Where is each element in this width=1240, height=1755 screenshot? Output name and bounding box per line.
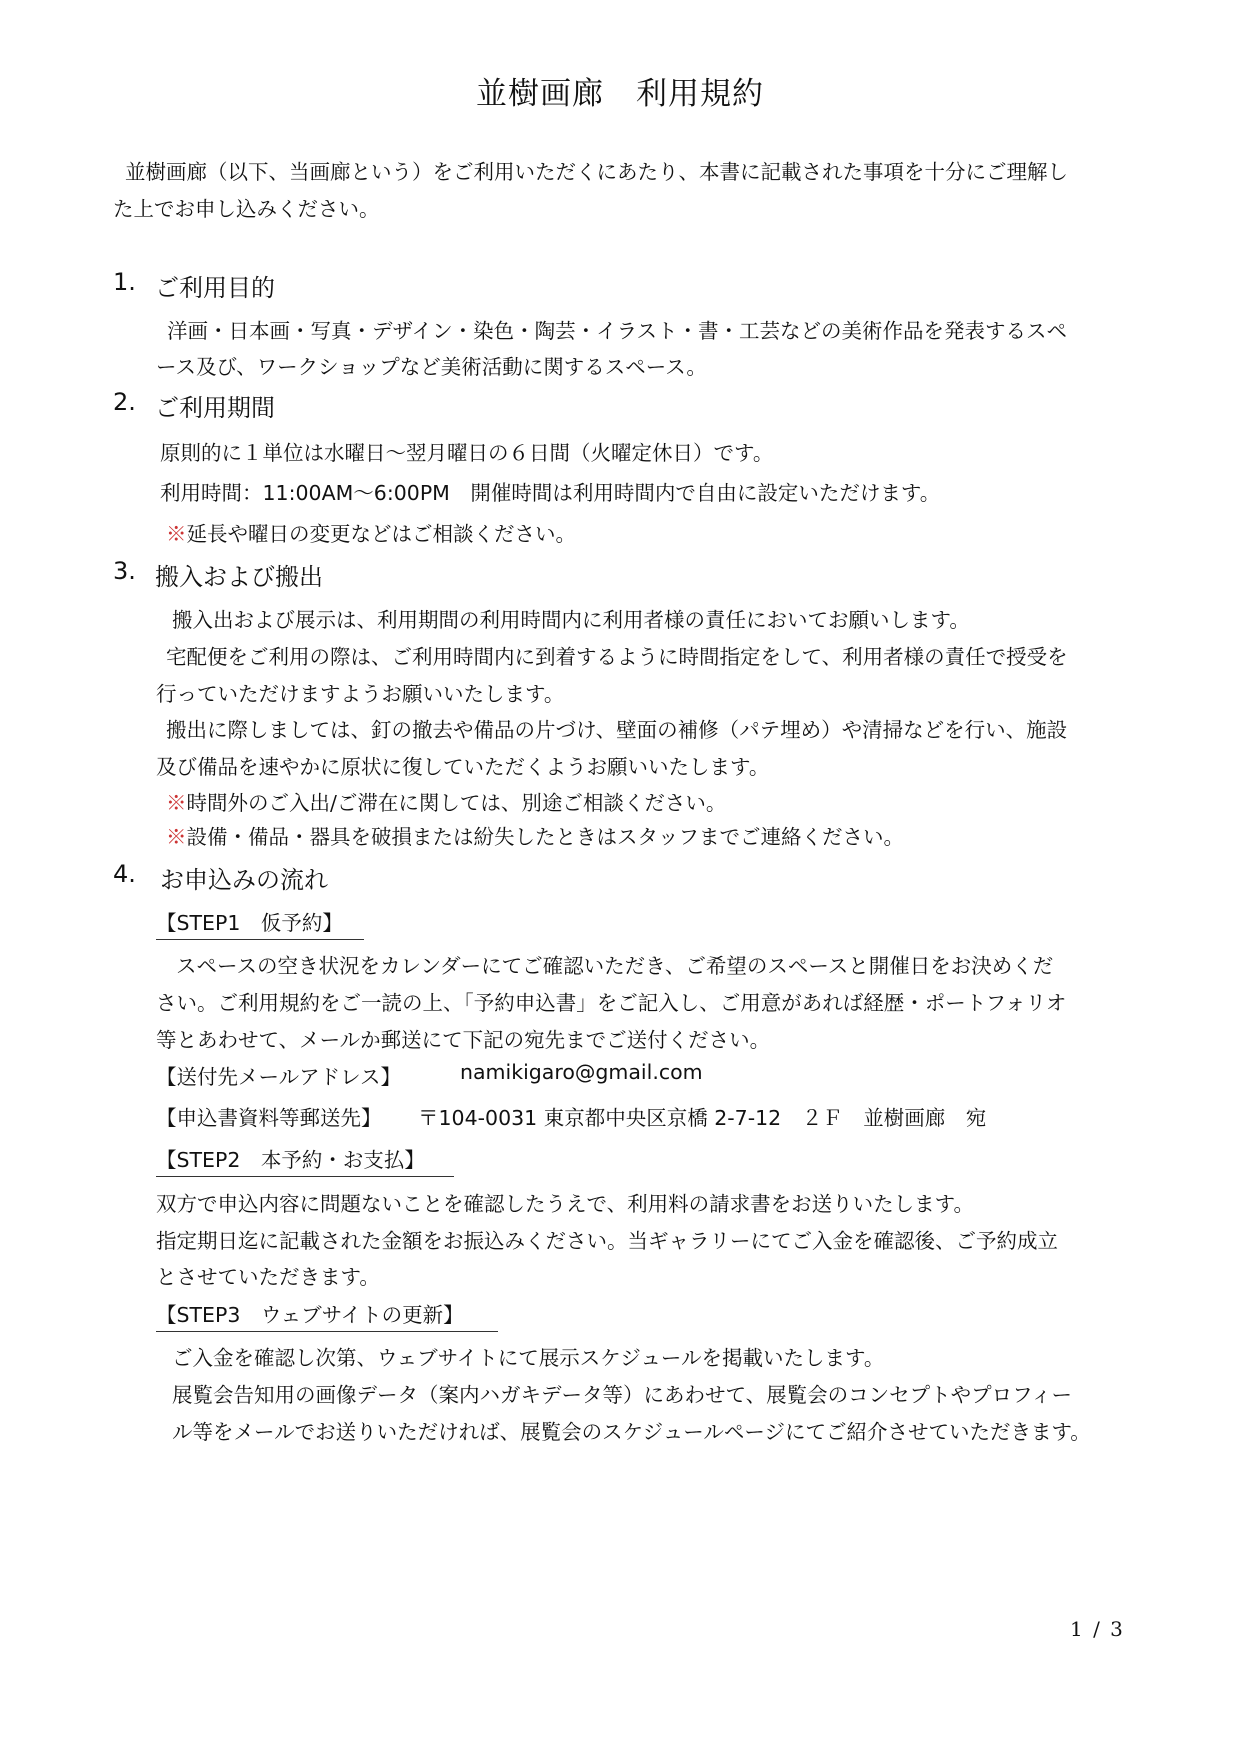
- note-mark: ※: [166, 825, 187, 849]
- step3-label: 【STEP3 ウェブサイトの更新】: [156, 1298, 498, 1332]
- section-3-note-1: [166, 786, 726, 816]
- step3-line-3: ル等をメールでお送りいただければ、展覧会のスケジュールページにてご紹介させていただきます。: [172, 1420, 1091, 1444]
- section-2-line-1: 原則的に１単位は水曜日～翌月曜日の６日間（火曜定休日）です。: [160, 441, 774, 465]
- post-address: 〒104-0031 東京都中央区京橋 2-7-12 ２Ｆ 並樹画廊 宛: [418, 1106, 987, 1130]
- note-text: 延長や曜日の変更などはご相談ください。: [186, 522, 576, 546]
- step2-label: 【STEP2 本予約・お支払】: [156, 1143, 454, 1177]
- step1-line-3: 等とあわせて、メールか郵送にて下記の宛先までご送付ください。: [156, 1028, 771, 1052]
- section-3-line-5: 及び備品を速やかに原状に復していただくようお願いいたします。: [156, 755, 770, 779]
- section-number: 3.: [113, 557, 136, 585]
- step2-line-3: とさせていただきます。: [156, 1265, 380, 1289]
- note-text: 設備・備品・器具を破損または紛失したときはスタッフまでご連絡ください。: [186, 825, 904, 849]
- step3-line-2: 展覧会告知用の画像データ（案内ハガキデータ等）にあわせて、展覧会のコンセプトやプロフィー: [172, 1383, 1072, 1407]
- step2-line-1: 双方で申込内容に問題ないことを確認したうえで、利用料の請求書をお送りいたします。: [156, 1192, 974, 1216]
- email-address: namikigaro@gmail.com: [460, 1060, 703, 1084]
- section-heading-text: 搬入および搬出: [155, 563, 323, 591]
- post-label: 【申込書資料等郵送先】: [156, 1106, 382, 1130]
- section-2-note: [166, 517, 576, 547]
- section-3-line-4: 搬出に際しましては、釘の撤去や備品の片づけ、壁面の補修（パテ埋め）や清掃などを行い、施設: [166, 718, 1068, 742]
- step1-label: 【STEP1 仮予約】: [156, 906, 364, 940]
- section-1-line-1: 洋画・日本画・写真・デザイン・染色・陶芸・イラスト・書・工芸などの美術作品を発表するスペ: [167, 319, 1067, 343]
- step2-line-2: 指定期日迄に記載された金額をお振込みください。当ギャラリーにてご入金を確認後、ご予約成立: [156, 1229, 1058, 1253]
- section-number: 4.: [113, 860, 136, 888]
- section-heading-text: ご利用期間: [155, 394, 275, 422]
- step3-line-1: ご入金を確認し次第、ウェブサイトにて展示スケジュールを掲載いたします。: [172, 1346, 885, 1370]
- section-1-line-2: ース及び、ワークショップなど美術活動に関するスペース。: [156, 355, 707, 379]
- intro-line-2: た上でお申し込みください。: [113, 197, 380, 221]
- section-2-heading: [113, 388, 513, 420]
- section-3-line-3: 行っていただけますようお願いいたします。: [156, 682, 565, 706]
- email-label: 【送付先メールアドレス】: [156, 1065, 401, 1089]
- section-1-heading: [113, 268, 513, 300]
- note-mark: ※: [166, 791, 187, 815]
- section-3-heading: [113, 557, 513, 589]
- document-title: 並樹画廊 利用規約: [476, 76, 764, 112]
- section-3-line-1: 搬入出および展示は、利用期間の利用時間内に利用者様の責任においてお願いします。: [172, 608, 970, 632]
- section-heading-text: ご利用目的: [155, 274, 275, 302]
- section-2-line-2: 利用時間：11:00AM～6:00PM 開催時間は利用時間内で自由に設定いただけます。: [160, 481, 941, 505]
- section-heading-text: お申込みの流れ: [160, 866, 328, 894]
- note-mark: ※: [166, 522, 187, 546]
- page-number: 1 / 3: [1070, 1617, 1125, 1641]
- step1-line-2: さい。ご利用規約をご一読の上、「予約申込書」をご記入し、ご用意があれば経歴・ポートフォリオ: [156, 991, 1067, 1015]
- section-4-heading: [113, 860, 513, 892]
- section-3-line-2: 宅配便をご利用の際は、ご利用時間内に到着するように時間指定をして、利用者様の責任で授受を: [166, 645, 1068, 669]
- note-text: 時間外のご入出/ご滞在に関しては、別途ご相談ください。: [186, 791, 727, 815]
- section-number: 1.: [113, 268, 136, 296]
- intro-line-1: 並樹画廊（以下、当画廊という）をご利用いただくにあたり、本書に記載された事項を十分にご理解し: [125, 160, 1068, 184]
- section-3-note-2: [166, 820, 904, 850]
- step1-line-1: スペースの空き状況をカレンダーにてご確認いただき、ご希望のスペースと開催日をお決めくだ: [176, 954, 1054, 978]
- section-number: 2.: [113, 388, 136, 416]
